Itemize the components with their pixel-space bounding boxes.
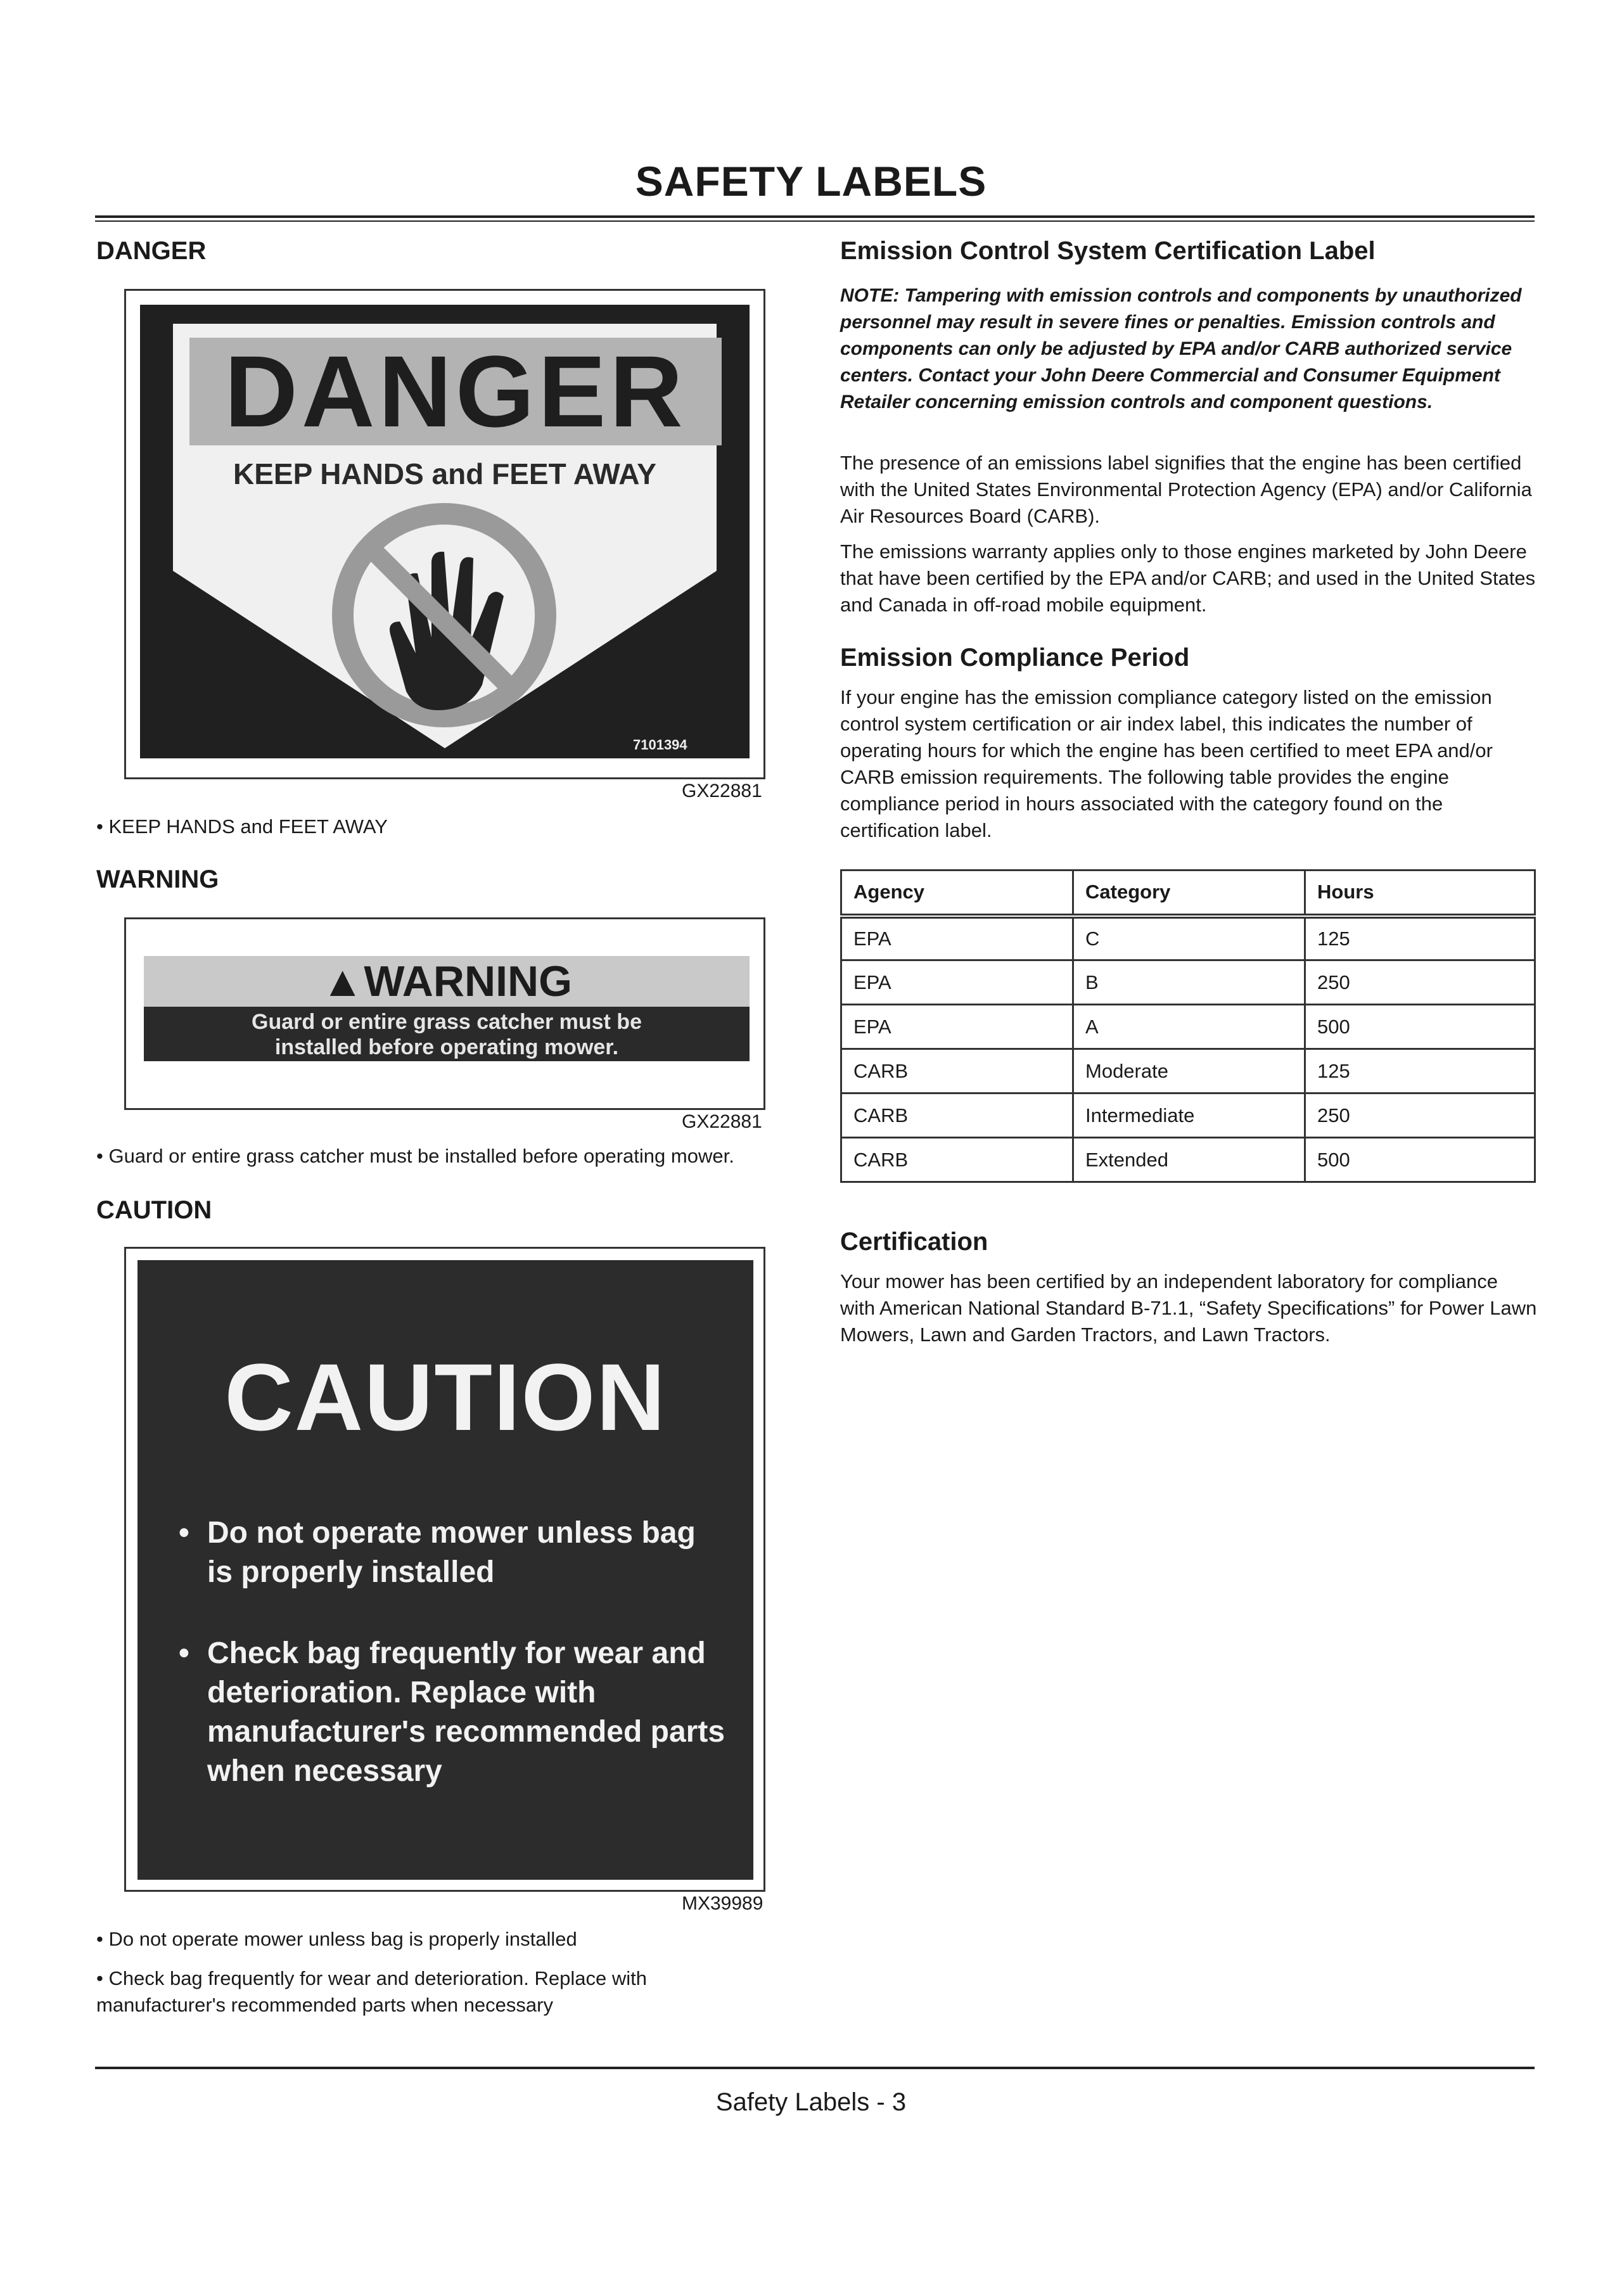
header-rule-top xyxy=(95,215,1535,218)
compliance-heading: Emission Compliance Period xyxy=(840,644,1190,672)
table-cell: CARB xyxy=(841,1049,1073,1094)
warning-sign-line2: installed before operating mower. xyxy=(274,1035,619,1059)
hand-in-circle-icon xyxy=(330,501,558,729)
danger-bullet: • KEEP HANDS and FEET AWAY xyxy=(96,815,388,838)
table-cell: 125 xyxy=(1305,1049,1535,1094)
table-cell: 125 xyxy=(1305,916,1535,960)
caution-figure-frame xyxy=(124,1247,765,1892)
caution-sign-bullet2-text: Check bag frequently for wear and deterioration. Replace with manufacturer's recommended parts when necessary xyxy=(207,1636,725,1788)
table-cell: Extended xyxy=(1073,1138,1305,1182)
bullet-dot-icon: • xyxy=(179,1516,189,1550)
table-header-row xyxy=(841,871,1535,916)
warning-heading: WARNING xyxy=(96,865,219,893)
page-title: SAFETY LABELS xyxy=(635,158,987,205)
caution-heading: CAUTION xyxy=(96,1196,212,1224)
certification-para: Your mower has been certified by an independent laboratory for compliance with American National Standard B-71.1, “Safety Specifications” for Power Lawn Mowers, Lawn and Garden Tractors, and Lawn Tractors. xyxy=(840,1270,1537,1346)
caution-sign-bullet1 xyxy=(179,1514,727,1592)
danger-sign-number: 7101394 xyxy=(633,737,687,753)
table-cell: 250 xyxy=(1305,960,1535,1005)
bullet-dot-icon: • xyxy=(179,1636,189,1670)
table-cell: 250 xyxy=(1305,1094,1535,1138)
danger-heading: DANGER xyxy=(96,237,207,265)
danger-sign xyxy=(140,305,750,758)
table-cell: Moderate xyxy=(1073,1049,1305,1094)
table-header-agency: Agency xyxy=(841,871,1073,916)
emission-para2: The emissions warranty applies only to those engines marketed by John Deere that have been certified by the EPA and/or CARB; and used in the United States and Canada in off-road mobile equipment. xyxy=(840,540,1536,616)
table-cell: EPA xyxy=(841,916,1073,960)
footer-rule xyxy=(95,2067,1535,2069)
emission-note: NOTE: Tampering with emission controls and components by unauthorized personnel may result in severe fines or penalties. Emission controls and components can only be adjusted by EPA and/or CARB authorized service centers. Contact your John Deere Commercial and Consumer Equipment Retailer concerning emission controls and component questions. xyxy=(840,285,1522,412)
danger-figure-frame xyxy=(124,289,765,779)
compliance-para: If your engine has the emission compliance category listed on the emission control system certification or air index label, this indicates the number of operating hours for which the engine has been certified to meet EPA and/or CARB emission requirements. The following table provides the engine compliance period in hours associated with the category found on the certification label. xyxy=(840,686,1493,841)
table-row xyxy=(841,1005,1535,1049)
table-row xyxy=(841,960,1535,1005)
table-header-category: Category xyxy=(1073,871,1305,916)
table-cell: EPA xyxy=(841,1005,1073,1049)
table-row xyxy=(841,1049,1535,1094)
emission-para1: The presence of an emissions label signifies that the engine has been certified with the United States Environmental Protection Agency (EPA) and/or California Air Resources Board (CARB). xyxy=(840,452,1532,527)
danger-banner: DANGER xyxy=(189,338,722,445)
warning-sign-line1: Guard or entire grass catcher must be xyxy=(252,1010,642,1034)
caution-figure-code: MX39989 xyxy=(682,1893,763,1914)
table-row xyxy=(841,916,1535,960)
table-cell: CARB xyxy=(841,1138,1073,1182)
caution-bullet1: • Do not operate mower unless bag is properly installed xyxy=(96,1928,577,1950)
warning-sign-message xyxy=(144,1009,750,1060)
caution-bullet2: • Check bag frequently for wear and deterioration. Replace with manufacturer's recommended parts when necessary xyxy=(96,1967,647,2016)
table-cell: CARB xyxy=(841,1094,1073,1138)
caution-sign-bullet2 xyxy=(179,1634,727,1791)
page-footer: Safety Labels - 3 xyxy=(715,2088,907,2116)
table-cell: 500 xyxy=(1305,1005,1535,1049)
header-rule-bottom xyxy=(95,220,1535,222)
table-cell: Intermediate xyxy=(1073,1094,1305,1138)
table-row xyxy=(841,1094,1535,1138)
compliance-table xyxy=(840,869,1536,1183)
table-cell: A xyxy=(1073,1005,1305,1049)
danger-sign-text: KEEP HANDS and FEET AWAY xyxy=(233,457,656,490)
caution-sign xyxy=(137,1260,753,1880)
warning-sign-word: ▲WARNING xyxy=(144,956,750,1007)
table-row xyxy=(841,1138,1535,1182)
table-cell: EPA xyxy=(841,960,1073,1005)
certification-heading: Certification xyxy=(840,1228,988,1256)
table-header-hours: Hours xyxy=(1305,871,1535,916)
warning-figure-code: GX22881 xyxy=(682,1111,762,1132)
table-cell: 500 xyxy=(1305,1138,1535,1182)
warning-sign xyxy=(144,956,750,1061)
caution-sign-word: CAUTION xyxy=(224,1344,667,1450)
danger-figure-code: GX22881 xyxy=(682,781,762,801)
table-cell: B xyxy=(1073,960,1305,1005)
emission-heading: Emission Control System Certification Label xyxy=(840,237,1376,265)
warning-bullet: • Guard or entire grass catcher must be installed before operating mower. xyxy=(96,1145,734,1167)
table-cell: C xyxy=(1073,916,1305,960)
warning-figure-frame xyxy=(124,917,765,1110)
caution-sign-bullet1-text: Do not operate mower unless bag is properly installed xyxy=(207,1516,696,1589)
